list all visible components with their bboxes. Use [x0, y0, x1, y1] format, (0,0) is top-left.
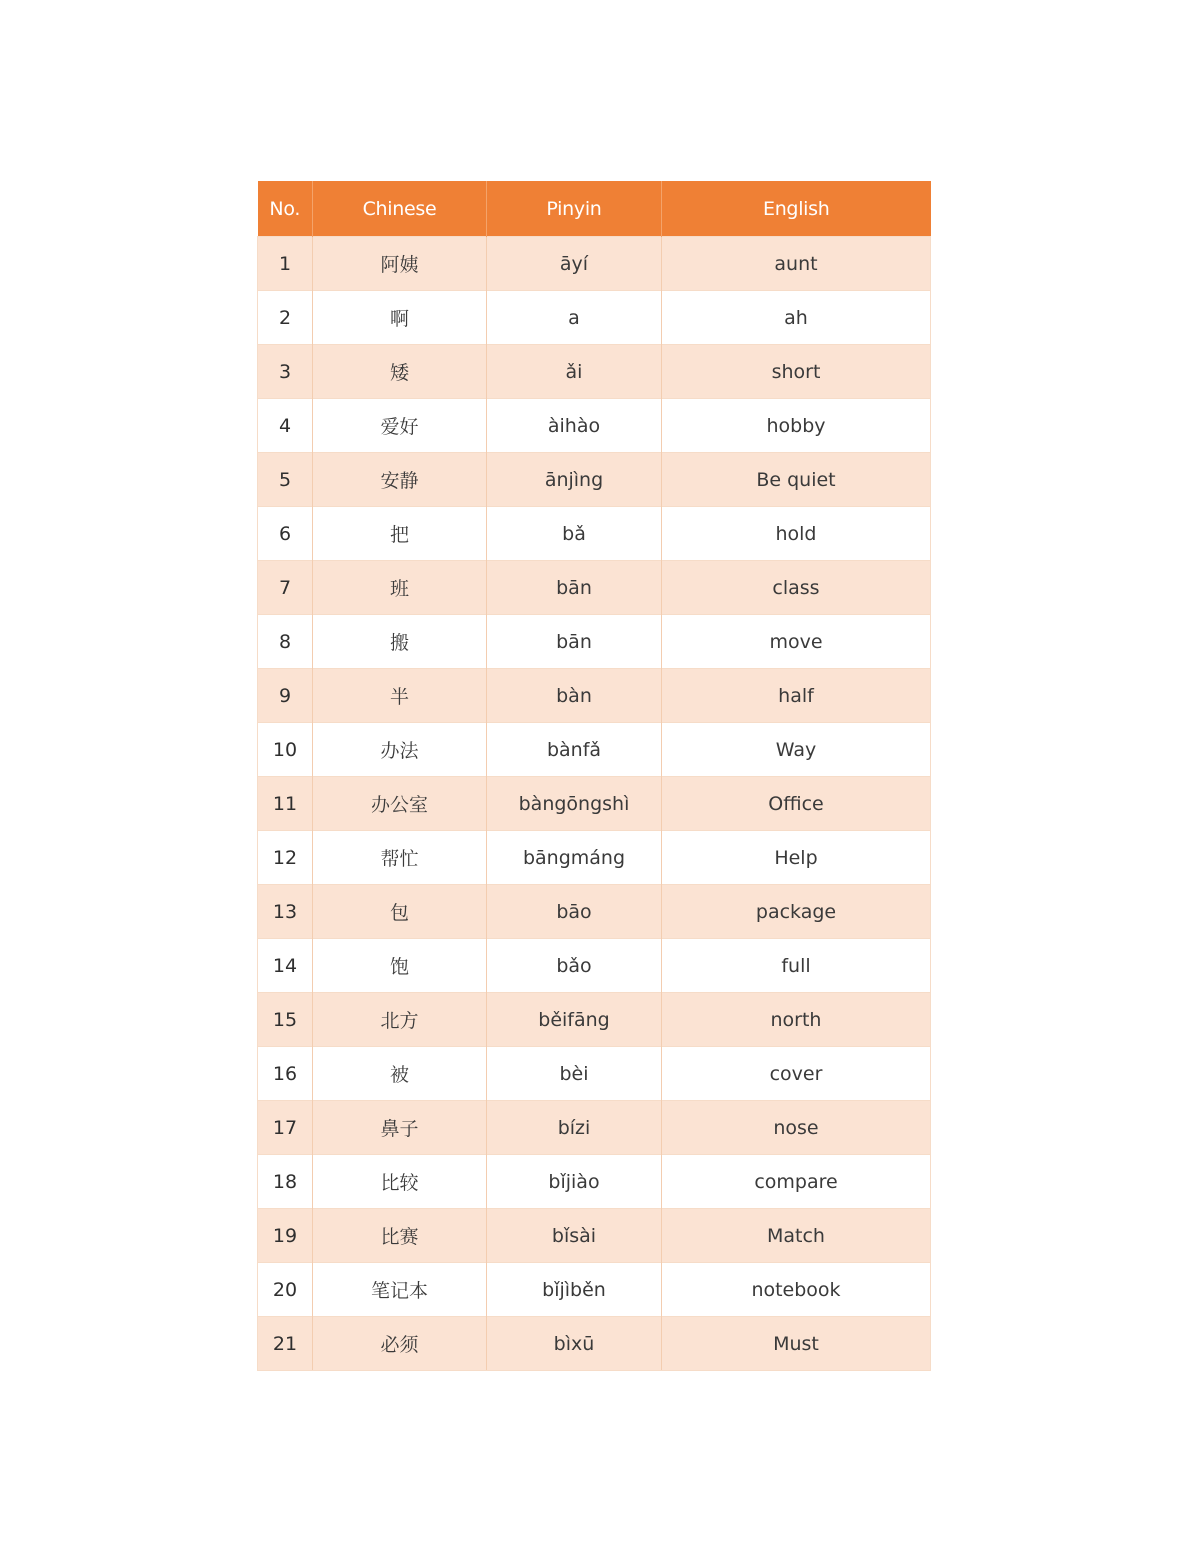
cell-english: ah	[662, 291, 931, 345]
cell-english: Office	[662, 777, 931, 831]
cell-number: 2	[258, 291, 313, 345]
table-row	[258, 561, 931, 615]
cell-number: 6	[258, 507, 313, 561]
cell-number: 18	[258, 1155, 313, 1209]
cell-english: short	[662, 345, 931, 399]
cell-pinyin: bèi	[487, 1047, 662, 1101]
cell-chinese: 阿姨	[313, 237, 487, 291]
cell-pinyin: bāngmáng	[487, 831, 662, 885]
table-row	[258, 993, 931, 1047]
header-row	[258, 181, 931, 237]
cell-pinyin: bāo	[487, 885, 662, 939]
table-row	[258, 453, 931, 507]
cell-number: 16	[258, 1047, 313, 1101]
table-row	[258, 885, 931, 939]
cell-english: Way	[662, 723, 931, 777]
cell-number: 5	[258, 453, 313, 507]
cell-english: half	[662, 669, 931, 723]
cell-pinyin: bǐsài	[487, 1209, 662, 1263]
cell-number: 20	[258, 1263, 313, 1317]
cell-chinese: 比较	[313, 1155, 487, 1209]
cell-pinyin: a	[487, 291, 662, 345]
cell-chinese: 办公室	[313, 777, 487, 831]
cell-chinese: 北方	[313, 993, 487, 1047]
cell-number: 1	[258, 237, 313, 291]
cell-number: 19	[258, 1209, 313, 1263]
cell-pinyin: běifāng	[487, 993, 662, 1047]
cell-english: class	[662, 561, 931, 615]
cell-pinyin: bànfǎ	[487, 723, 662, 777]
cell-chinese: 办法	[313, 723, 487, 777]
table-row	[258, 1317, 931, 1371]
cell-english: Be quiet	[662, 453, 931, 507]
cell-chinese: 必须	[313, 1317, 487, 1371]
cell-pinyin: àihào	[487, 399, 662, 453]
cell-pinyin: ānjìng	[487, 453, 662, 507]
cell-english: full	[662, 939, 931, 993]
cell-chinese: 爱好	[313, 399, 487, 453]
cell-pinyin: bàn	[487, 669, 662, 723]
cell-english: move	[662, 615, 931, 669]
cell-chinese: 饱	[313, 939, 487, 993]
cell-pinyin: ǎi	[487, 345, 662, 399]
cell-english: Match	[662, 1209, 931, 1263]
header-no: No.	[258, 181, 313, 237]
table-row	[258, 1209, 931, 1263]
cell-chinese: 比赛	[313, 1209, 487, 1263]
cell-number: 17	[258, 1101, 313, 1155]
vocabulary-table	[257, 181, 931, 1371]
cell-chinese: 半	[313, 669, 487, 723]
cell-number: 13	[258, 885, 313, 939]
cell-chinese: 安静	[313, 453, 487, 507]
header-english: English	[662, 181, 931, 237]
cell-english: hold	[662, 507, 931, 561]
cell-pinyin: bān	[487, 561, 662, 615]
cell-english: package	[662, 885, 931, 939]
cell-chinese: 班	[313, 561, 487, 615]
table-row	[258, 507, 931, 561]
cell-pinyin: āyí	[487, 237, 662, 291]
cell-chinese: 被	[313, 1047, 487, 1101]
cell-chinese: 矮	[313, 345, 487, 399]
cell-pinyin: bǐjiào	[487, 1155, 662, 1209]
cell-number: 10	[258, 723, 313, 777]
table-row	[258, 669, 931, 723]
cell-pinyin: bǐjìběn	[487, 1263, 662, 1317]
cell-english: compare	[662, 1155, 931, 1209]
table-row	[258, 291, 931, 345]
cell-english: nose	[662, 1101, 931, 1155]
cell-chinese: 搬	[313, 615, 487, 669]
table-row	[258, 831, 931, 885]
cell-pinyin: bān	[487, 615, 662, 669]
cell-chinese: 帮忙	[313, 831, 487, 885]
cell-english: notebook	[662, 1263, 931, 1317]
cell-number: 7	[258, 561, 313, 615]
cell-pinyin: bǎ	[487, 507, 662, 561]
header-chinese: Chinese	[313, 181, 487, 237]
cell-pinyin: bìxū	[487, 1317, 662, 1371]
cell-pinyin: bàngōngshì	[487, 777, 662, 831]
cell-pinyin: bǎo	[487, 939, 662, 993]
table-row	[258, 1101, 931, 1155]
cell-number: 14	[258, 939, 313, 993]
cell-english: Must	[662, 1317, 931, 1371]
table-row	[258, 723, 931, 777]
cell-english: cover	[662, 1047, 931, 1101]
cell-english: hobby	[662, 399, 931, 453]
table-row	[258, 939, 931, 993]
cell-chinese: 啊	[313, 291, 487, 345]
table-row	[258, 237, 931, 291]
cell-number: 12	[258, 831, 313, 885]
cell-number: 21	[258, 1317, 313, 1371]
header-pinyin: Pinyin	[487, 181, 662, 237]
cell-english: aunt	[662, 237, 931, 291]
cell-chinese: 笔记本	[313, 1263, 487, 1317]
cell-number: 4	[258, 399, 313, 453]
cell-pinyin: bízi	[487, 1101, 662, 1155]
cell-number: 9	[258, 669, 313, 723]
table-row	[258, 1155, 931, 1209]
cell-number: 11	[258, 777, 313, 831]
cell-number: 8	[258, 615, 313, 669]
cell-english: north	[662, 993, 931, 1047]
table-row	[258, 1263, 931, 1317]
table-row	[258, 615, 931, 669]
table-header	[258, 181, 931, 237]
table-row	[258, 345, 931, 399]
cell-number: 15	[258, 993, 313, 1047]
cell-number: 3	[258, 345, 313, 399]
table-row	[258, 777, 931, 831]
cell-chinese: 把	[313, 507, 487, 561]
table-row	[258, 1047, 931, 1101]
cell-english: Help	[662, 831, 931, 885]
cell-chinese: 包	[313, 885, 487, 939]
cell-chinese: 鼻子	[313, 1101, 487, 1155]
table-body	[258, 237, 931, 1371]
table-row	[258, 399, 931, 453]
